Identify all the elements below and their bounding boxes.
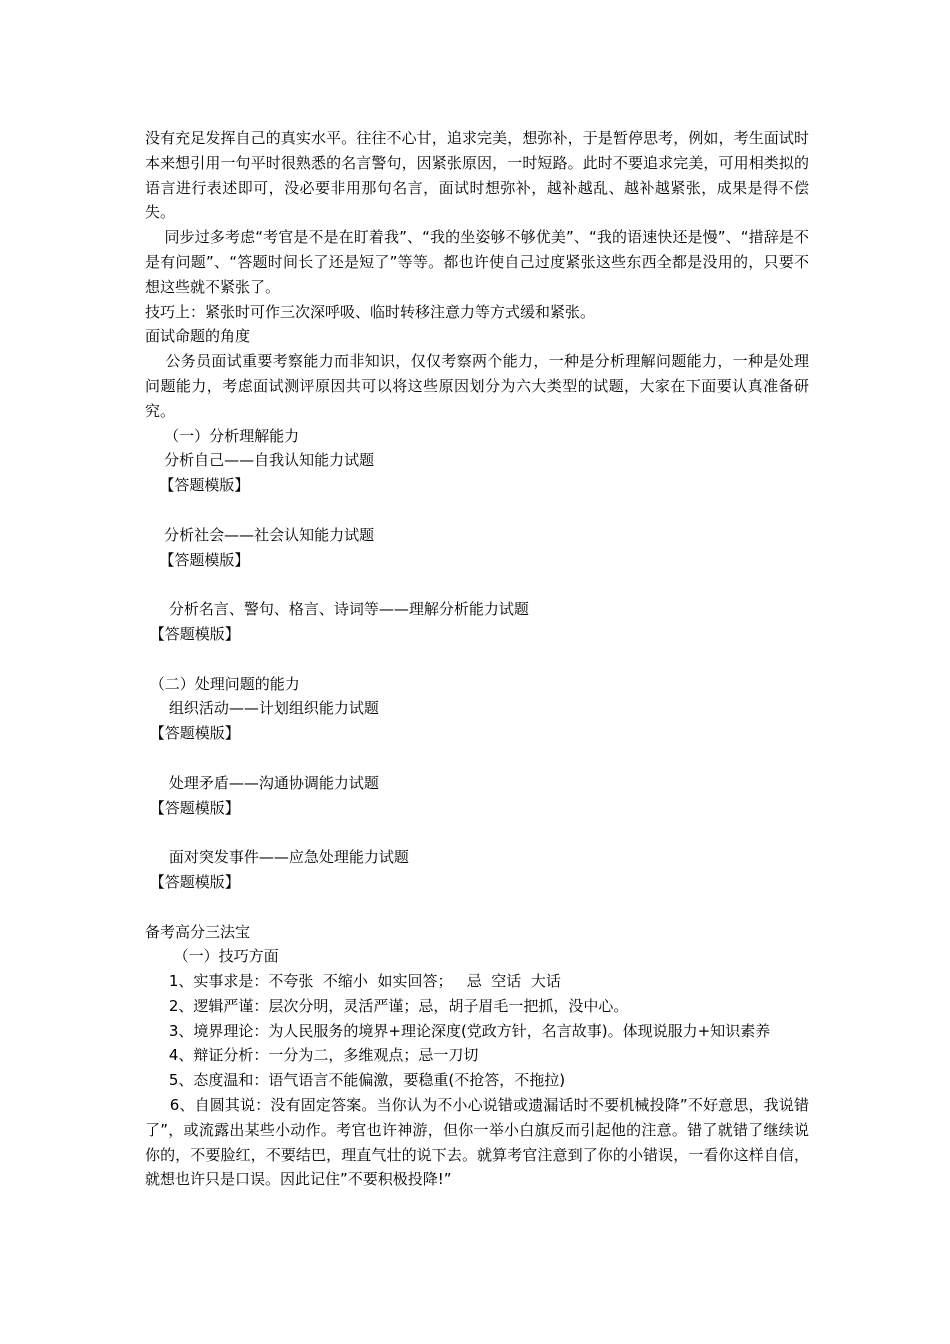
answer-template-label: 【答题模版】 [145, 476, 250, 495]
list-item: 分析名言、警句、格言、诗词等——理解分析能力试题 [145, 600, 529, 619]
subsection-heading: （一）技巧方面 [145, 947, 279, 966]
list-item: 组织活动——计划组织能力试题 [145, 699, 379, 718]
numbered-item: 6、自圆其说：没有固定答案。当你认为不小心说错或遗漏话时不要机械投降”不好意思，我说错了”，或流露出某些小动作。考官也许神游，但你一举小白旗反而引起他的注意。错了就错了继续说你的，不要脸红，不要结巴，理直气壮的说下去。就算考官注意到了你的小错误，一看你这样自信，就想也许只是口误。因此记住”不要积极投降!” [145, 1096, 810, 1189]
list-item: 处理矛盾——沟通协调能力试题 [145, 773, 379, 792]
subsection-heading: （一）分析理解能力 [145, 426, 300, 445]
answer-template-label: 【答题模版】 [145, 872, 240, 891]
paragraph: 没有充足发挥自己的真实水平。往往不心甘，追求完美，想弥补，于是暂停思考，例如，考生面试时本来想引用一句平时很熟悉的名言警句，因紧张原因，一时短路。此时不要追求完美，可用相类拟的语言进行表述即可，没必要非用那句名言，面试时想弥补，越补越乱、越补越紧张，成果是得不偿失。 [145, 129, 809, 222]
answer-template-label: 【答题模版】 [145, 798, 240, 817]
numbered-item: 3、境界理论：为人民服务的境界+理论深度(党政方针，名言故事)。体现说服力+知识素养 [145, 1021, 771, 1040]
list-item: 分析社会——社会认知能力试题 [145, 525, 375, 544]
numbered-item: 5、态度温和：语气语言不能偏激，要稳重(不抢答，不拖拉) [145, 1071, 566, 1090]
paragraph: 技巧上：紧张时可作三次深呼吸、临时转移注意力等方式缓和紧张。 [145, 302, 596, 321]
numbered-item: 2、逻辑严谨：层次分明，灵活严谨；忌，胡子眉毛一把抓，没中心。 [145, 996, 629, 1015]
blank-line [145, 647, 809, 672]
section-heading: 面试命题的角度 [145, 327, 251, 346]
blank-line [145, 746, 809, 771]
answer-template-label: 【答题模版】 [145, 550, 250, 569]
paragraph: 公务员面试重要考察能力而非知识，仅仅考察两个能力，一种是分析理解问题能力，一种是处理问题能力，考虑面试测评原因共可以将这些原因划分为六大类型的试题，大家在下面要认真准备研究。 [145, 352, 809, 420]
list-item: 分析自己——自我认知能力试题 [145, 451, 375, 470]
numbered-item: 1、实事求是：不夸张 不缩小 如实回答； 忌 空话 大话 [145, 972, 561, 991]
answer-template-label: 【答题模版】 [145, 724, 240, 743]
numbered-item: 4、辩证分析：一分为二，多维观点；忌一刀切 [145, 1046, 479, 1065]
paragraph: 同步过多考虑“考官是不是在盯着我”、“我的坐姿够不够优美”、“我的语速快还是慢”、“措辞是不是有问题”、“答题时间长了还是短了”等等。都也许使自己过度紧张这些东西全都是没用的，只要不想这些就不紧张了。 [145, 228, 809, 296]
subsection-heading: （二）处理问题的能力 [145, 674, 300, 693]
section-heading: 备考高分三法宝 [145, 922, 251, 941]
blank-line [145, 498, 809, 523]
blank-line [145, 820, 809, 845]
list-item: 面对突发事件——应急处理能力试题 [145, 848, 409, 867]
blank-line [145, 895, 809, 920]
document-body [145, 126, 809, 1192]
answer-template-label: 【答题模版】 [145, 624, 240, 643]
blank-line [145, 572, 809, 597]
